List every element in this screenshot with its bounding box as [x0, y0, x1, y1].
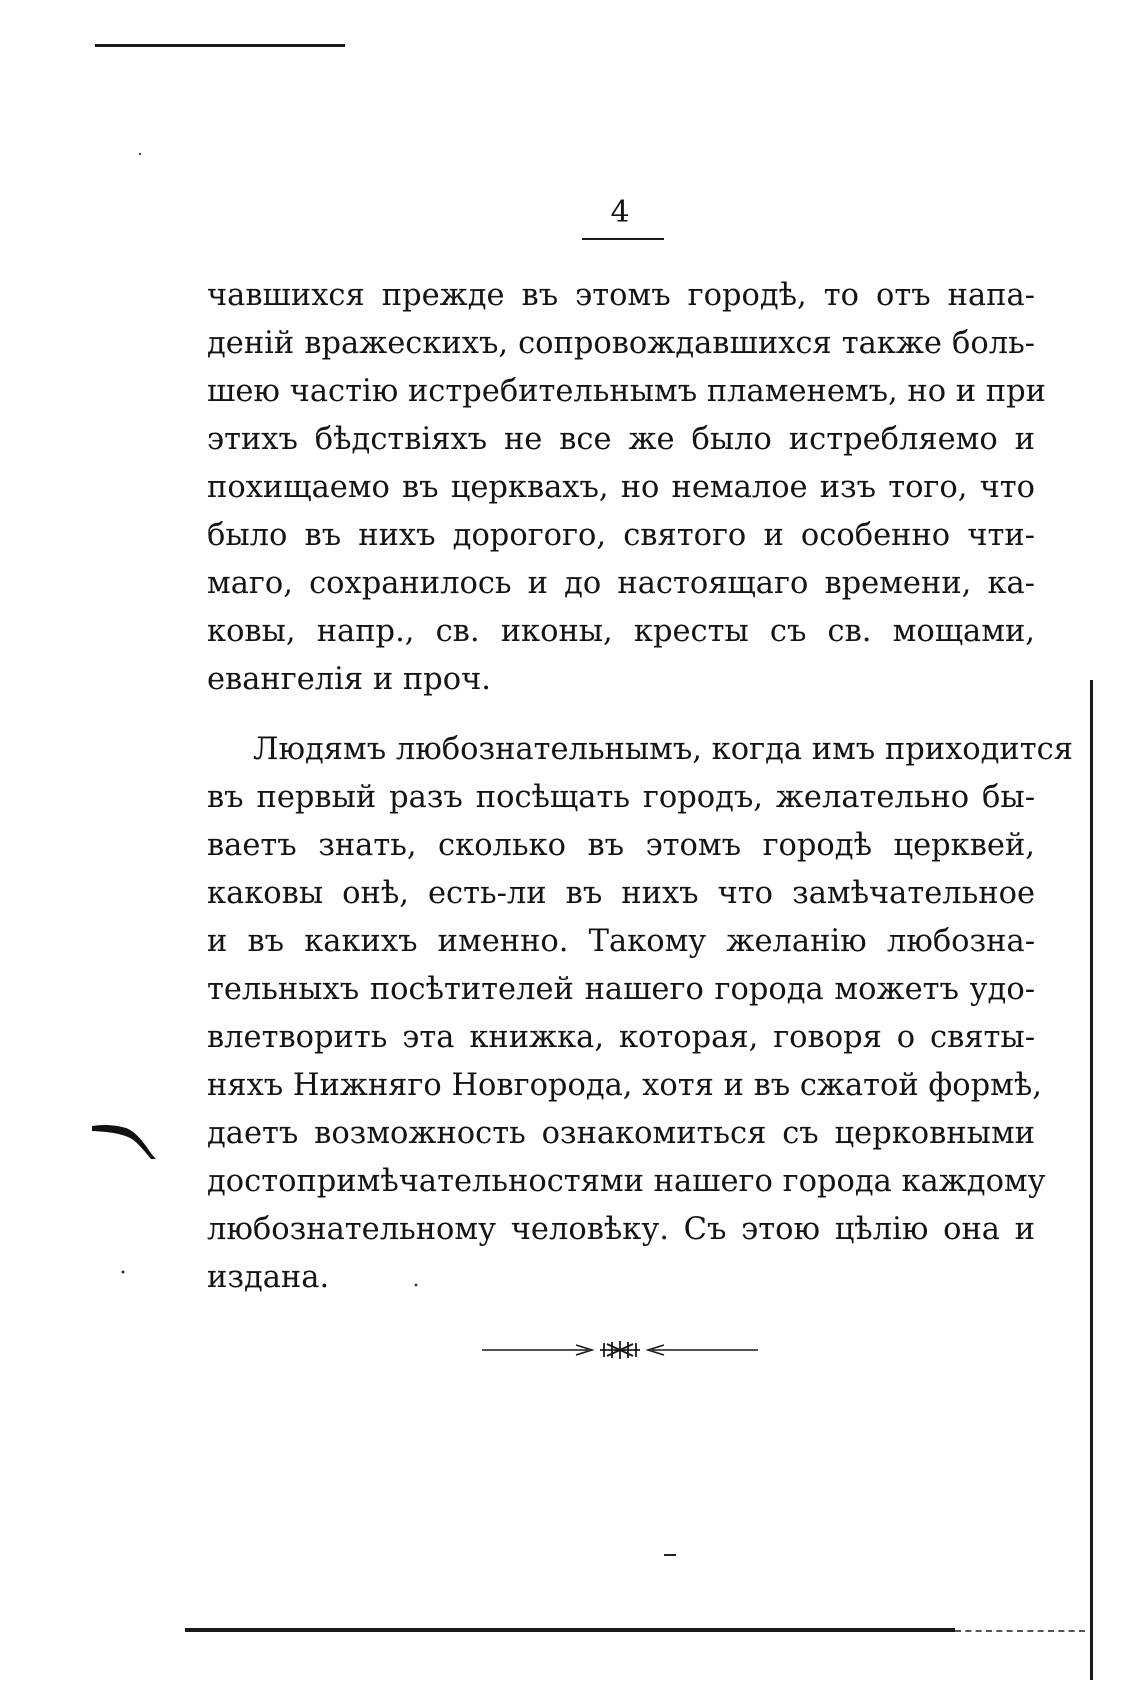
text-line: ковы, напр., св. иконы, кресты съ св. мощами, — [207, 614, 1035, 649]
text-line: въ первый разъ посѣщать городъ, желательно бы- — [207, 780, 1035, 815]
text-line: влетворить эта книжка, которая, говоря о святы- — [207, 1020, 1035, 1055]
bottom-rule-dotted — [955, 1630, 1085, 1632]
speck-mark — [137, 151, 143, 157]
top-rule — [95, 44, 345, 47]
speck-mark — [664, 1552, 678, 1558]
text-line: Людямъ любознательнымъ, когда имъ приходится — [253, 732, 1073, 767]
paragraph-1 — [207, 272, 1046, 704]
text-line: няхъ Нижняго Новгорода, хотя и въ сжатой формѣ, — [207, 1068, 1042, 1103]
text-line: похищаемо въ церквахъ, но немалое изъ того, что — [207, 470, 1035, 505]
right-scan-edge — [1090, 680, 1093, 1680]
page-number: 4 — [610, 195, 630, 230]
text-line: тельныхъ посѣтителей нашего города можетъ удо- — [207, 972, 1035, 1007]
paragraph-gap — [207, 704, 1035, 726]
body-text — [207, 272, 1073, 1302]
text-line: ваетъ знать, сколько въ этомъ городѣ церквей, — [207, 828, 1035, 863]
text-line: любознательному человѣку. Съ этою цѣлію она и — [207, 1212, 1035, 1247]
bottom-rule — [185, 1628, 955, 1632]
text-line: шею частію истребительнымъ пламенемъ, но и при — [207, 374, 1046, 409]
paragraph-2 — [207, 726, 1073, 1302]
speck-mark — [413, 1282, 419, 1288]
text-line: и въ какихъ именно. Такому желанію любозна- — [207, 924, 1035, 959]
speck-mark — [120, 1269, 126, 1275]
end-ornament-icon — [480, 1338, 760, 1362]
text-line: было въ нихъ дорогого, святого и особенно чти- — [207, 518, 1035, 553]
text-line: достопримѣчательностями нашего города каждому — [207, 1164, 1046, 1199]
text-line: издана. — [207, 1260, 330, 1295]
text-line: деній вражескихъ, сопровождавшихся также боль- — [207, 326, 1035, 361]
text-line: этихъ бѣдствіяхъ не все же было истребляемо и — [207, 422, 1035, 457]
text-line: маго, сохранилось и до настоящаго времени, ка- — [207, 566, 1035, 601]
text-line: даетъ возможность ознакомиться съ церковными — [207, 1116, 1035, 1151]
page-number-underline — [582, 238, 664, 240]
text-line: чавшихся прежде въ этомъ городѣ, то отъ напа- — [207, 278, 1035, 313]
ink-blot-mark — [90, 1122, 160, 1162]
text-line: евангелія и проч. — [207, 662, 491, 697]
text-line: каковы онѣ, есть-ли въ нихъ что замѣчательное — [207, 876, 1035, 911]
